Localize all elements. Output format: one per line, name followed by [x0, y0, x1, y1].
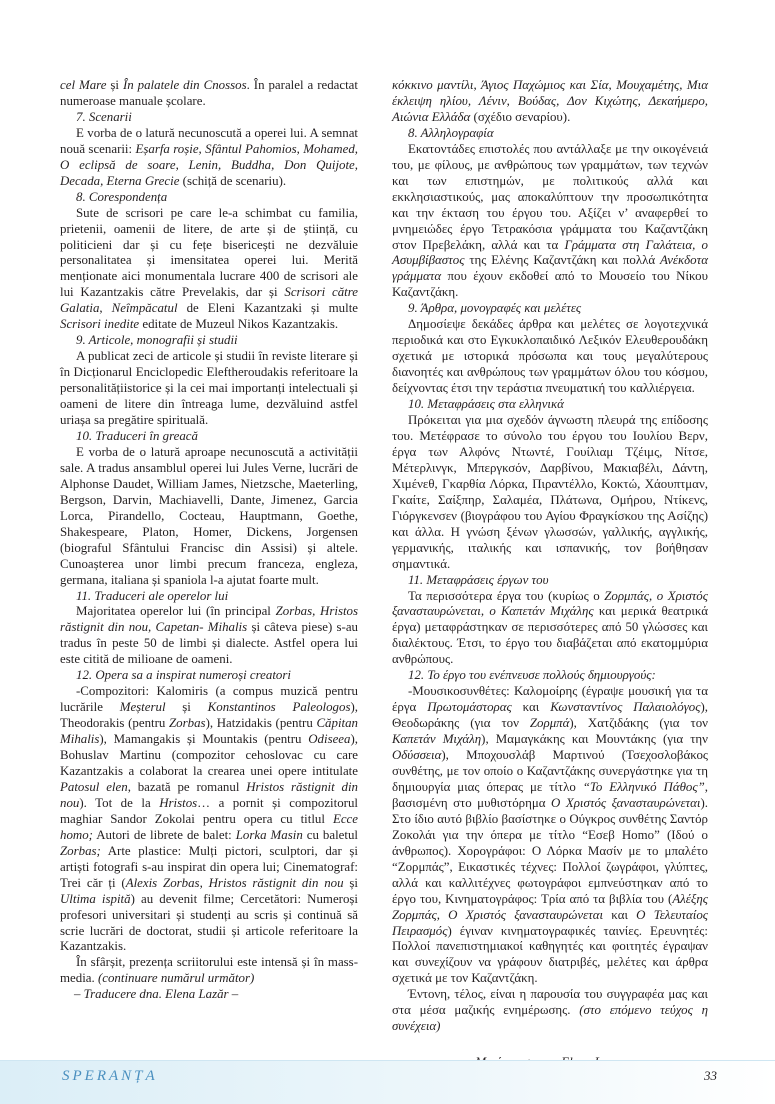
paragraph: Sute de scrisori pe care le-a schimbat cu familia, prietenii, oamenii de litere, de arte și de știință, cu politicieni dar și cu fețe bisericești ne dezvăluie personalitatea și imensitatea operei lui. Merită menționate aici monumentala lucrare 400 de scrisori ale lui Kazantzakis către Prevelakis, dar și Scrisori către Galatia, Neîmpăcatul de Eleni Kazantzaki și multe Scrisori inedite editate de Muzeul Nikos Kazantzakis.	[60, 205, 358, 332]
paragraph: κόκκινο μαντίλι, Άγιος Παχώμιος και Σία, Μουχαμέτης, Μια έκλειψη ηλίου, Λένιν, Βούδας, Δον Κιχώτης, Δεκαήμερο, Αιώνια Ελλάδα (σχέδιο σεναρίου).	[392, 78, 708, 124]
paragraph: Έντονη, τέλος, είναι η παρουσία του συγγραφέα μας και στα μέσα μαζικής ενημέρωσης. (στο επόμενο τεύχος η συνέχεια)	[392, 987, 708, 1034]
section-heading: 11. Traduceri ale operelor lui	[76, 588, 229, 603]
section-heading: 10. Μεταφράσεις στα ελληνικά	[408, 397, 564, 412]
section-heading: 7. Scenarii	[76, 109, 132, 124]
paragraph: A publicat zeci de articole și studii în reviste literare și în Dicționarul Enciclopedic Eleftheroudakis referitoare la personalitățiistorice și la cei mai importanți intelectuali și oameni de litere din întreaga lume, dezvăluind astfel uriașa sa pregătire spirituală.	[60, 349, 358, 428]
footer-divider	[0, 1060, 775, 1061]
section-heading: 9. Άρθρα, μονογραφές και μελέτες	[408, 301, 582, 316]
paragraph: Τα περισσότερα έργα του (κυρίως ο Ζορμπάς, ο Χριστός ξανασταυρώνεται, ο Καπετάν Μιχάλης και μερικά θεατρικά έργα) μεταφράστηκαν σε περισσότερες από 50 γλώσσες και διαλέκτους. Έτσι, το έργο του διαβάζεται από εκατομμύρια ανθρώπους.	[392, 588, 708, 667]
paragraph: Πρόκειται για μια σχεδόν άγνωστη πλευρά της επίδοσης του. Μετέφρασε το σύνολο του έργου του Ιουλίου Βερν, έργα των Αλφόνς Ντωντέ, Γουίλιαμ Τζέιμς, Νίτσε, Μέτερλινγκ, Μπεργκσόν, Δαρβίνου, Μακιαβέλι, Δάντη, Χιμένεθ, Γκαρθία Λόρκα, Πιραντέλλο, Κοκτώ, Χάουπτμαν, Γκαίτε, Σαίξπηρ, Σαλαμέα, Πλάτωνα, Ομήρου, Ντίκενς, Γιόργκενσεν (βιογράφου του Αγίου Φραγκίσκου της Ασίζης) και άλλα. Η γνώση ξένων γλωσσών, γαλλικής, αγγλικής, γερμανικής, ιταλικής και ισπανικής, τον βοήθησαν σημαντικά.	[392, 413, 708, 571]
paragraph: Δημοσίεψε δεκάδες άρθρα και μελέτες σε λογοτεχνικά περιοδικά και στο Εγκυκλοπαιδικό Λεξικόν Ελευθερουδάκη σχετικά με ιστορικά πρόσωπα και τους μεγαλύτερους διανοητές και ανθρώπους των γραμμάτων όλου του κόσμου, δείχνοντας έτσι την τεράστια πνευματική του καλλιέργεια.	[392, 317, 708, 396]
section-heading: 12. Το έργο του ενέπνευσε πολλούς δημιουργούς:	[408, 668, 656, 683]
section-heading: 9. Articole, monografii și studii	[76, 333, 238, 348]
section-heading: 10. Traduceri în greacă	[76, 428, 198, 443]
paragraph: cel Mare și În palatele din Cnossos. În paralel a redactat numeroase manuale școlare.	[60, 78, 358, 108]
paragraph: În sfârșit, prezența scriitorului este intensă și în mass-media. (continuare numărul următor)	[60, 955, 358, 986]
section-heading: 8. Αλληλογραφία	[408, 125, 494, 140]
section-heading: 8. Corespondența	[76, 189, 168, 204]
paragraph: E vorba de o latură aproape necunoscută a activității sale. A tradus ansamblul operei lui Jules Verne, lucrări de Alphonse Daudet, William James, Nietzsche, Maeterling, Bergson, Darvin, Machiavelli, Dante, Jimenez, Garcia Lorca, Pirandello, Cocteau, Hauptmann, Goethe, Shakespeare, Platon, Homer, Dickens, Jorgensen (biograful Sfântului Francisc din Assisi) și altele. Cunoașterea unor limbi precum franceza, engleza, germana, italiana și spaniola l-a ajutat foarte mult.	[60, 444, 358, 587]
paragraph: -Compozitori: Kalomiris (a compus muzică pentru lucrările Meșterul și Konstantinos Paleologos), Theodorakis (pentru Zorbas), Hatzidakis (pentru Căpitan Mihalis), Mamangakis și Mountakis (pentru Odiseea), Bohuslav Martinu (compozitor cehoslovac cu care Kazantzakis a colaborat la crearea unei opere intitulate Patosul elen, bazată pe romanul Hristos răstignit din nou). Tot de la Hristos… a pornit și compozitorul maghiar Sandor Zokolai pentru opera cu titlul Ecce homo; Autori de librete de balet: Lorka Masin cu baletul Zorbas; Arte plastice: Mulți pictori, sculptori, dar și artiști fotografi s-au inspirat din opera lui; Cinematograf: Trei căr ți (Alexis Zorbas, Hristos răstignit din nou și Ultima ispită) au devenit filme; Cercetători: Numeroși profesori universitari și studenți au scris și continuă să scrie lucrări de doctorat, studii și articole referitoare la Kazantzakis.	[60, 684, 359, 954]
right-column	[392, 78, 708, 1071]
section-heading: 12. Opera sa a inspirat numeroși creatori	[76, 668, 291, 683]
section-heading: 11. Μεταφράσεις έργων του	[408, 572, 549, 587]
paragraph: E vorba de o latură necunoscută a operei lui. A semnat nouă scenarii: Eșarfa roșie, Sfântul Pahomios, Mohamed, O eclipsă de soare, Lenin, Buddha, Don Quijote, Decada, Eterna Grecie (schiță de scenariu).	[60, 125, 358, 188]
page-number: 33	[704, 1068, 717, 1083]
paragraph: -Μουσικοσυνθέτες: Καλομοίρης (έγραψε μουσική για τα έργα Πρωτομάστορας και Κωνσταντίνος Παλαιολόγος), Θεοδωράκης (για τον Ζορμπά), Χατζιδάκης (για τον Καπετάν Μιχάλη), Μαμαγκάκης και Μουντάκης (για την Οδύσσεια), Μποχουσλάβ Μαρτινού (Τσεχοσλοβάκος συνθέτης, με τον οποίο ο Καζαντζάκης συνεργάστηκε για τη δημιουργία μιας όπερας με τίτλο “Το Ελληνικό Πάθος”, βασισμένη στο μυθιστόρημα Ο Χριστός ξανασταυρώνεται). Στο ίδιο αυτό βιβλίο βασίστηκε ο Ούγκρος συνθέτης Σαντόρ Ζοκολάι για την όπερα με τίτλο “Εσεβ Ηοmο” (Ιδού ο άνθρωπος). Χορογράφοι: Ο Λόρκα Μασίν με το μπαλέτο “Ζορμπάς”, Εικαστικές τέχνες: Πολλοί ζωγράφοι, γλύπτες, αλλά και καλλιτέχνες φωτογράφοι εμπνεύστηκαν από το έργο του, Κινηματογράφος: Τρία από τα βιβλία του (Αλέξης Ζορμπάς, Ο Χριστός ξανασταυρώνεται και Ο Τελευταίος Πειρασμός) έγιναν κινηματογραφικές ταινίες. Ερευνητές: Πολλοί πανεπιστημιακοί καθηγητές και φοιτητές έγραψαν και συνεχίζουν να γράφουν διατριβές, μελέτες και άρθρα σχετικά με τον Καζαντζάκη.	[392, 684, 709, 986]
magazine-title: SPERANȚA	[62, 1068, 158, 1084]
paragraph: Εκατοντάδες επιστολές που αντάλλαξε με την οικογένειά του, με φίλους, με ανθρώπους των γραμμάτων, των τεχνών και των επιστημών, με πολιτικούς αλλά και εκκλησιαστικούς, μας αποκαλύπτουν την προσωπικότητα και την έκταση του έργου του. Αξίζει ν’ αναφερθεί το μνημειώδες έργο Τετρακόσια γράμματα του Καζαντζάκη στον Πρεβελάκη, αλλά και τα Γράμματα στη Γαλάτεια, ο Ασυμβίβαστος της Ελένης Καζαντζάκη και πολλά Ανέκδοτα γράμματα που έχουν εκδοθεί από το Μουσείο του Νίκου Καζαντζάκη.	[392, 141, 708, 300]
left-column	[60, 78, 358, 1003]
translator-credit: – Traducere dna. Elena Lazăr –	[74, 987, 239, 1002]
paragraph: Majoritatea operelor lui (în principal Zorbas, Hristos răstignit din nou, Capetan- Mihalis și câteva piese) s-au tradus în peste 50 de limbi și dialecte. Astfel opera lui este citită de milioane de oameni.	[60, 604, 359, 667]
